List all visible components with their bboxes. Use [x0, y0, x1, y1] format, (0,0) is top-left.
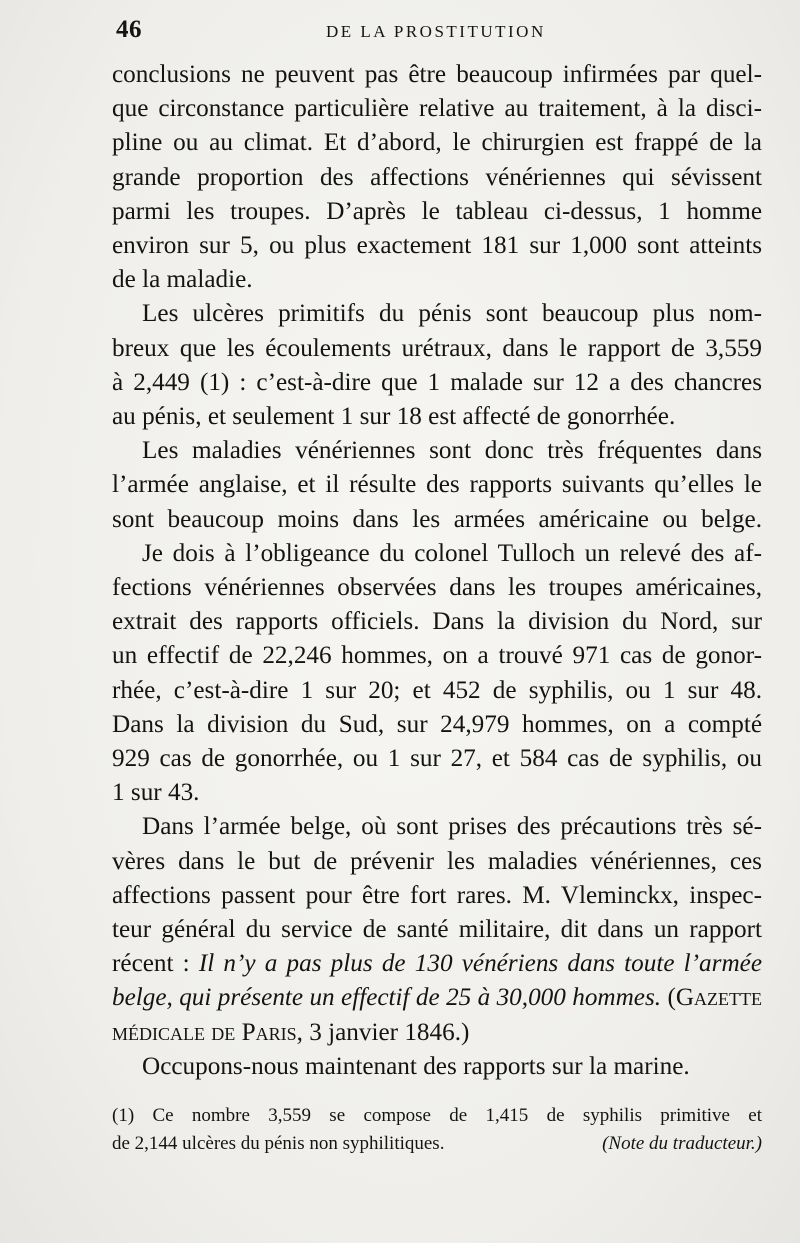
translator-note: (Note du traducteur.) [602, 1133, 762, 1154]
text-line: breux que les écoulements urétraux, dans le rapport de 3,559 [112, 334, 762, 362]
quotation-italic: Il n’y a pas plus de 130 vénériens dans toute l’armée [198, 950, 762, 978]
text-run: ( [661, 984, 676, 1012]
text-line: Les maladies vénériennes sont donc très fréquentes dans [142, 437, 762, 465]
text-line: teur général du service de santé militaire, dit dans un rapport [112, 916, 762, 944]
text-line: Dans la division du Sud, sur 24,979 hommes, on a compté [112, 710, 762, 738]
text-line: fections vénériennes observées dans les troupes américaines, [112, 574, 762, 602]
text-line: que circonstance particulière relative au traitement, à la disci- [112, 95, 762, 123]
text-line: 929 cas de gonorrhée, ou 1 sur 27, et 584 cas de syphilis, ou [112, 745, 762, 773]
quotation-italic: belge, qui présente un effectif de 25 à 30,000 hommes. [112, 984, 662, 1012]
text-line: grande proportion des affections vénériennes qui sévissent [112, 163, 762, 191]
text-line: environ sur 5, ou plus exactement 181 sur 1,000 sont atteints [112, 232, 762, 260]
text-line [112, 947, 762, 981]
paragraph-6 [112, 1050, 762, 1084]
text-line: rhée, c’est-à-dire 1 sur 20; et 452 de syphilis, ou 1 sur 48. [112, 676, 762, 704]
text-line: extrait des rapports officiels. Dans la division du Nord, sur [112, 608, 762, 636]
running-head: DE LA PROSTITUTION [326, 22, 546, 41]
page-number: 46 [116, 16, 142, 43]
body-text [112, 58, 762, 1084]
paragraph-4 [112, 537, 762, 811]
text-line [112, 981, 762, 1015]
footnote-line [112, 1130, 762, 1158]
text-line: un effectif de 22,246 hommes, on a trouvé 971 cas de gonor- [112, 642, 762, 670]
text-line: au pénis, et seulement 1 sur 18 est affecté de gonorrhée. [112, 403, 676, 431]
text-run: , 3 janvier 1846.) [296, 1018, 470, 1046]
text-line: 1 sur 43. [112, 779, 200, 807]
text-line: pline ou au climat. Et d’abord, le chirurgien est frappé de la [112, 129, 762, 157]
paragraph-3 [112, 434, 762, 537]
text-run: récent : [112, 950, 199, 978]
text-line [112, 1016, 762, 1050]
paragraph-1 [112, 58, 762, 297]
text-line: de la maladie. [112, 266, 253, 294]
paragraph-2 [112, 297, 762, 434]
text-line: parmi les troupes. D’après le tableau ci-dessus, 1 homme [112, 197, 762, 225]
footnote [112, 1102, 762, 1158]
text-line: sont beaucoup moins dans les armées américaine ou belge. [112, 505, 762, 533]
paragraph-5 [112, 810, 762, 1049]
footnote-text: de 2,144 ulcères du pénis non syphilitiques. [112, 1133, 445, 1154]
text-line: affections passent pour être fort rares. M. Vleminckx, inspec- [112, 881, 762, 909]
text-line: conclusions ne peuvent pas être beaucoup infirmées par quel- [112, 61, 762, 88]
text-line: Occupons-nous maintenant des rapports sur la marine. [142, 1052, 690, 1080]
text-line: Je dois à l’obligeance du colonel Tulloch un relevé des af- [142, 539, 762, 567]
source-journal: médicale de Paris [112, 1018, 297, 1046]
text-line: l’armée anglaise, et il résulte des rapports suivants qu’elles le [112, 471, 762, 499]
text-line: à 2,449 (1) : c’est-à-dire que 1 malade sur 12 a des chancres [112, 368, 762, 396]
source-journal: Gazette [675, 984, 763, 1012]
page-header [112, 14, 762, 50]
text-line: vères dans le but de prévenir les maladies vénériennes, ces [112, 847, 762, 875]
footnote-line: (1) Ce nombre 3,559 se compose de 1,415 de syphilis primitive et [112, 1105, 762, 1126]
text-line: Dans l’armée belge, où sont prises des précautions très sé- [142, 813, 762, 841]
text-line: Les ulcères primitifs du pénis sont beaucoup plus nom- [142, 300, 762, 328]
